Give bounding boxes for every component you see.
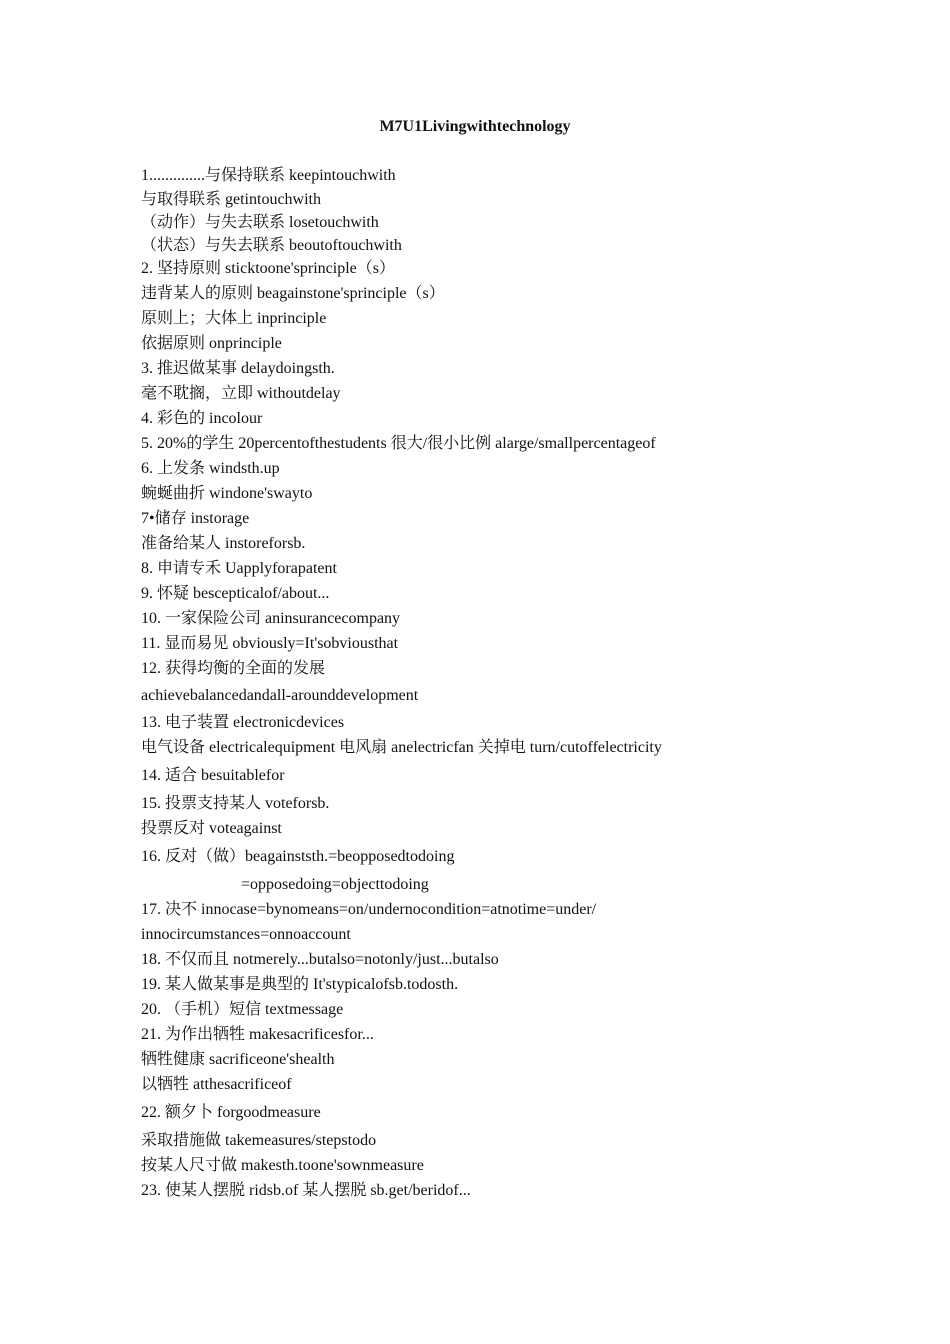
list-item: =opposedoing=objecttodoing bbox=[241, 876, 429, 893]
list-item: 投票反对 voteagainst bbox=[141, 820, 282, 837]
list-item: 21. 为作出牺牲 makesacrificesfor... bbox=[141, 1026, 374, 1043]
document-title: M7U1Livingwithtechnology bbox=[379, 118, 571, 135]
list-item: 准备给某人 instoreforsb. bbox=[141, 535, 306, 552]
list-item: achievebalancedandall-arounddevelopment bbox=[141, 687, 419, 704]
list-item: 与取得联系 getintouchwith bbox=[141, 191, 321, 208]
list-item: 22. 额夕卜 forgoodmeasure bbox=[141, 1104, 321, 1121]
list-item: 按某人尺寸做 makesth.toone'sownmeasure bbox=[141, 1157, 424, 1174]
list-item: 20. （手机）短信 textmessage bbox=[141, 1001, 344, 1018]
list-item: 6. 上发条 windsth.up bbox=[141, 460, 280, 477]
list-item: 1..............与保持联系 keepintouchwith bbox=[141, 167, 396, 184]
list-item: 14. 适合 besuitablefor bbox=[141, 767, 285, 784]
list-item: 4. 彩色的 incolour bbox=[141, 410, 263, 427]
list-item: 7•储存 instorage bbox=[141, 510, 250, 527]
list-item: 23. 使某人摆脱 ridsb.of 某人摆脱 sb.get/beridof... bbox=[141, 1182, 471, 1199]
list-item: 5. 20%的学生 20percentofthestudents 很大/很小比例 alarge/smallpercentageof bbox=[141, 435, 656, 452]
list-item: 8. 申请专禾 Uapplyforapatent bbox=[141, 560, 337, 577]
list-item: 19. 某人做某事是典型的 It'stypicalofsb.todosth. bbox=[141, 976, 459, 993]
list-item: innocircumstances=onnoaccount bbox=[141, 926, 351, 943]
list-item: 3. 推迟做某事 delaydoingsth. bbox=[141, 360, 335, 377]
list-item: 违背某人的原则 beagainstone'sprinciple（s） bbox=[141, 285, 445, 302]
list-item: 电气设备 electricalequipment 电风扇 anelectricfan 关掉电 turn/cutoffelectricity bbox=[141, 739, 662, 756]
list-item: （动作）与失去联系 losetouchwith bbox=[141, 214, 379, 231]
list-item: （状态）与失去联系 beoutoftouchwith bbox=[141, 237, 402, 254]
list-item: 2. 坚持原则 sticktoone'sprinciple（s） bbox=[141, 260, 395, 277]
list-item: 9. 怀疑 bescepticalof/about... bbox=[141, 585, 330, 602]
list-item: 13. 电子装置 electronicdevices bbox=[141, 714, 345, 731]
list-item: 10. 一家保险公司 aninsurancecompany bbox=[141, 610, 401, 627]
list-item: 依据原则 onprinciple bbox=[141, 335, 282, 352]
list-item: 蜿蜒曲折 windone'swayto bbox=[141, 485, 313, 502]
list-item: 毫不耽搁，立即 withoutdelay bbox=[141, 385, 341, 402]
list-item: 18. 不仅而且 notmerely...butalso=notonly/just...butalso bbox=[141, 951, 499, 968]
list-item: 16. 反对（做）beagainststh.=beopposedtodoing bbox=[141, 848, 455, 865]
list-item: 以牺牲 atthesacrificeof bbox=[141, 1076, 292, 1093]
list-item: 17. 决不 innocase=bynomeans=on/undernocondition=atnotime=under/ bbox=[141, 901, 597, 918]
vocabulary-list bbox=[141, 163, 861, 1203]
list-item: 原则上；大体上 inprinciple bbox=[141, 310, 327, 327]
list-item: 12. 获得均衡的全面的发展 bbox=[141, 660, 326, 677]
list-item: 11. 显而易见 obviously=It'sobviousthat bbox=[141, 635, 399, 652]
list-item: 牺牲健康 sacrificeone'shealth bbox=[141, 1051, 335, 1068]
list-item: 采取措施做 takemeasures/stepstodo bbox=[141, 1132, 377, 1149]
list-item: 15. 投票支持某人 voteforsb. bbox=[141, 795, 330, 812]
